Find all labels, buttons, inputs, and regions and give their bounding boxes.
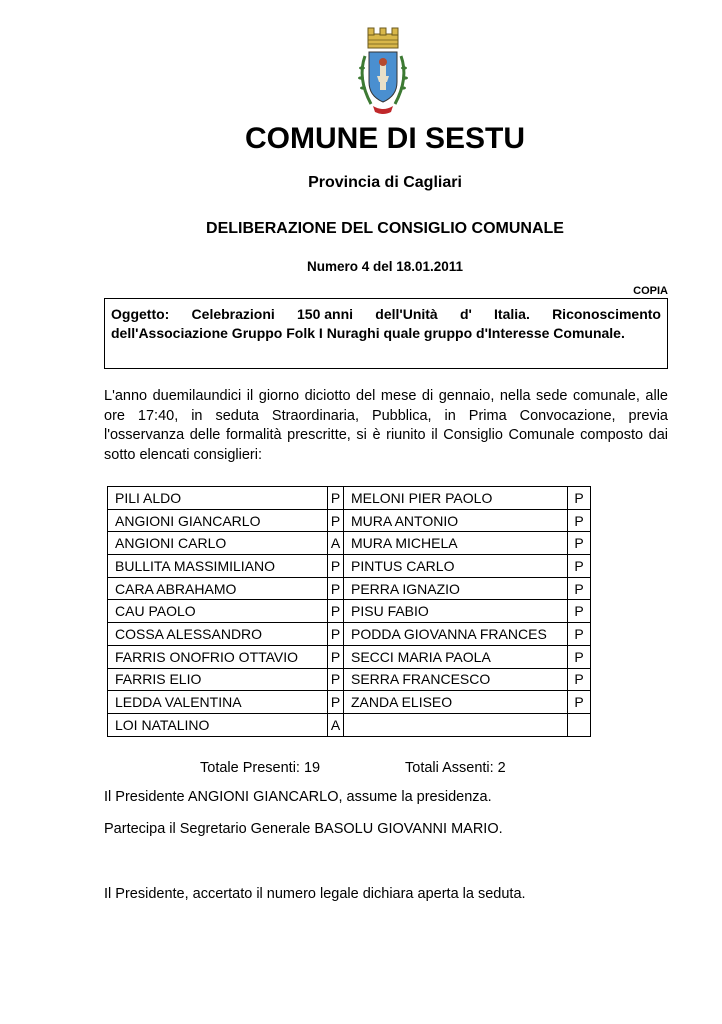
councillor-name: LOI NATALINO (108, 713, 328, 736)
table-row (108, 668, 591, 691)
attendance-status: P (328, 623, 344, 646)
attendance-status: P (568, 623, 591, 646)
councillor-name: ZANDA ELISEO (344, 691, 568, 714)
councillor-name: PINTUS CARLO (344, 555, 568, 578)
councillor-name: CARA ABRAHAMO (108, 577, 328, 600)
subject-line-2: dell'Associazione Gruppo Folk I Nuraghi quale gruppo d'Interesse Comunale. (111, 325, 625, 341)
subject-word: 150 anni (297, 306, 354, 322)
councillor-name: COSSA ALESSANDRO (108, 623, 328, 646)
councillor-name: PISU FABIO (344, 600, 568, 623)
attendance-status: P (568, 509, 591, 532)
attendance-status: P (328, 577, 344, 600)
subject-line-1 (111, 305, 661, 324)
attendance-status: P (568, 487, 591, 510)
table-row (108, 713, 591, 736)
councillor-name: SERRA FRANCESCO (344, 668, 568, 691)
attendance-status: P (328, 691, 344, 714)
attendance-status (568, 713, 591, 736)
subject-word: dell'Unità (375, 306, 438, 322)
subject-word: d' (459, 306, 472, 322)
councillor-name: MELONI PIER PAOLO (344, 487, 568, 510)
province-subtitle: Provincia di Cagliari (308, 174, 462, 191)
table-row (108, 645, 591, 668)
total-present: Totale Presenti: 19 (200, 760, 321, 776)
councillor-name: PERRA IGNAZIO (344, 577, 568, 600)
councillor-name: PILI ALDO (108, 487, 328, 510)
attendance-status: P (568, 577, 591, 600)
councillor-name: FARRIS ELIO (108, 668, 328, 691)
attendance-status: P (568, 532, 591, 555)
attendance-status: P (568, 668, 591, 691)
total-absent: Totali Assenti: 2 (405, 760, 506, 776)
subject-word: Italia. (494, 306, 530, 322)
opening-line: Il Presidente, accertato il numero legale dichiara aperta la seduta. (104, 886, 526, 902)
councillor-name: CAU PAOLO (108, 600, 328, 623)
councillor-name (344, 713, 568, 736)
attendance-status: P (328, 668, 344, 691)
subject-box (104, 298, 668, 369)
councillor-name: MURA MICHELA (344, 532, 568, 555)
table-row (108, 532, 591, 555)
table-row (108, 555, 591, 578)
attendance-status: P (568, 691, 591, 714)
subject-word: Celebrazioni (191, 306, 275, 322)
table-row (108, 487, 591, 510)
attendance-status: A (328, 532, 344, 555)
attendance-status: P (328, 645, 344, 668)
document-type-heading: DELIBERAZIONE DEL CONSIGLIO COMUNALE (206, 220, 564, 237)
councillor-name: PODDA GIOVANNA FRANCES (344, 623, 568, 646)
attendance-status: A (328, 713, 344, 736)
copy-label: COPIA (633, 285, 668, 297)
coat-of-arms-icon (351, 26, 415, 118)
attendance-status: P (568, 555, 591, 578)
councillor-name: ANGIONI GIANCARLO (108, 509, 328, 532)
president-line: Il Presidente ANGIONI GIANCARLO, assume la presidenza. (104, 789, 492, 805)
table-row (108, 509, 591, 532)
subject-word: Oggetto: (111, 306, 170, 322)
attendance-status: P (328, 555, 344, 578)
secretary-line: Partecipa il Segretario Generale BASOLU GIOVANNI MARIO. (104, 821, 503, 837)
deliberation-number: Numero 4 del 18.01.2011 (306, 259, 464, 274)
table-row (108, 600, 591, 623)
intro-paragraph: L'anno duemilaundici il giorno diciotto del mese di gennaio, nella sede comunale, alle ore 17:40, in seduta Straordinaria, Pubblica, in Prima Convocazione, previa l'osservanza delle formalità prescritte, si è riunito il Consiglio Comunale composto dai sotto elencati consiglieri: (104, 388, 668, 463)
councillor-name: LEDDA VALENTINA (108, 691, 328, 714)
subject-word: Riconoscimento (552, 306, 661, 322)
councillor-name: SECCI MARIA PAOLA (344, 645, 568, 668)
table-row (108, 691, 591, 714)
table-row (108, 623, 591, 646)
attendance-status: P (328, 509, 344, 532)
attendance-status: P (328, 600, 344, 623)
table-row (108, 577, 591, 600)
attendance-status: P (568, 645, 591, 668)
attendance-status: P (568, 600, 591, 623)
councillor-name: FARRIS ONOFRIO OTTAVIO (108, 645, 328, 668)
attendance-status: P (328, 487, 344, 510)
councillors-table (107, 486, 591, 737)
page-title: COMUNE DI SESTU (244, 122, 526, 155)
councillor-name: MURA ANTONIO (344, 509, 568, 532)
councillor-name: ANGIONI CARLO (108, 532, 328, 555)
councillor-name: BULLITA MASSIMILIANO (108, 555, 328, 578)
